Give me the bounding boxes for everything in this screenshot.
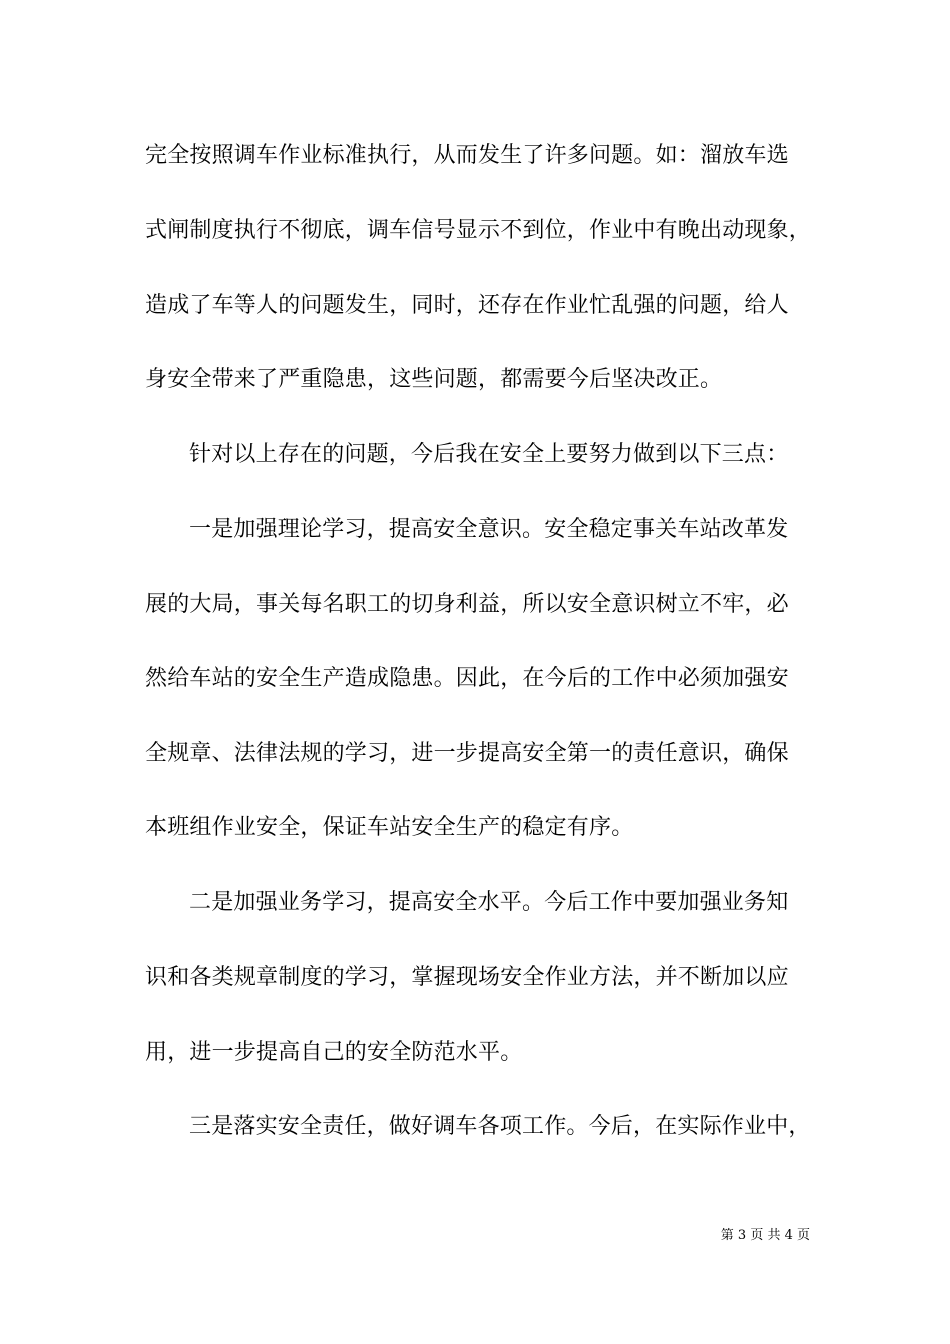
paragraph-line: 三是落实安全责任，做好调车各项工作。今后，在实际作业中， — [189, 1114, 811, 1139]
paragraph-line: 一是加强理论学习，提高安全意识。安全稳定事关车站改革发 — [189, 517, 789, 542]
paragraph-line: 识和各类规章制度的学习，掌握现场安全作业方法，并不断加以应 — [145, 965, 789, 990]
paragraph-line: 完全按照调车作业标准执行，从而发生了许多问题。如：溜放车选 — [145, 143, 789, 168]
paragraph-line: 针对以上存在的问题，今后我在安全上要努力做到以下三点： — [189, 442, 789, 467]
paragraph-line: 二是加强业务学习，提高安全水平。今后工作中要加强业务知 — [189, 890, 789, 915]
paragraph-line: 然给车站的安全生产造成隐患。因此，在今后的工作中必须加强安 — [145, 666, 789, 691]
paragraph-line: 全规章、法律法规的学习，进一步提高安全第一的责任意识，确保 — [145, 741, 789, 766]
paragraph-line: 展的大局，事关每名职工的切身利益，所以安全意识树立不牢，必 — [145, 592, 789, 617]
page-footer — [0, 1212, 810, 1260]
paragraph-line: 式闸制度执行不彻底，调车信号显示不到位，作业中有晚出动现象， — [145, 218, 812, 243]
paragraph-line: 本班组作业安全，保证车站安全生产的稳定有序。 — [145, 815, 634, 840]
page-number: 第 3 页 共 4 页 — [720, 1228, 810, 1243]
paragraph-line: 用，进一步提高自己的安全防范水平。 — [145, 1040, 523, 1065]
paragraph-line: 造成了车等人的问题发生，同时，还存在作业忙乱强的问题，给人 — [145, 293, 789, 318]
paragraph-line: 身安全带来了严重隐患，这些问题，都需要今后坚决改正。 — [145, 367, 723, 392]
